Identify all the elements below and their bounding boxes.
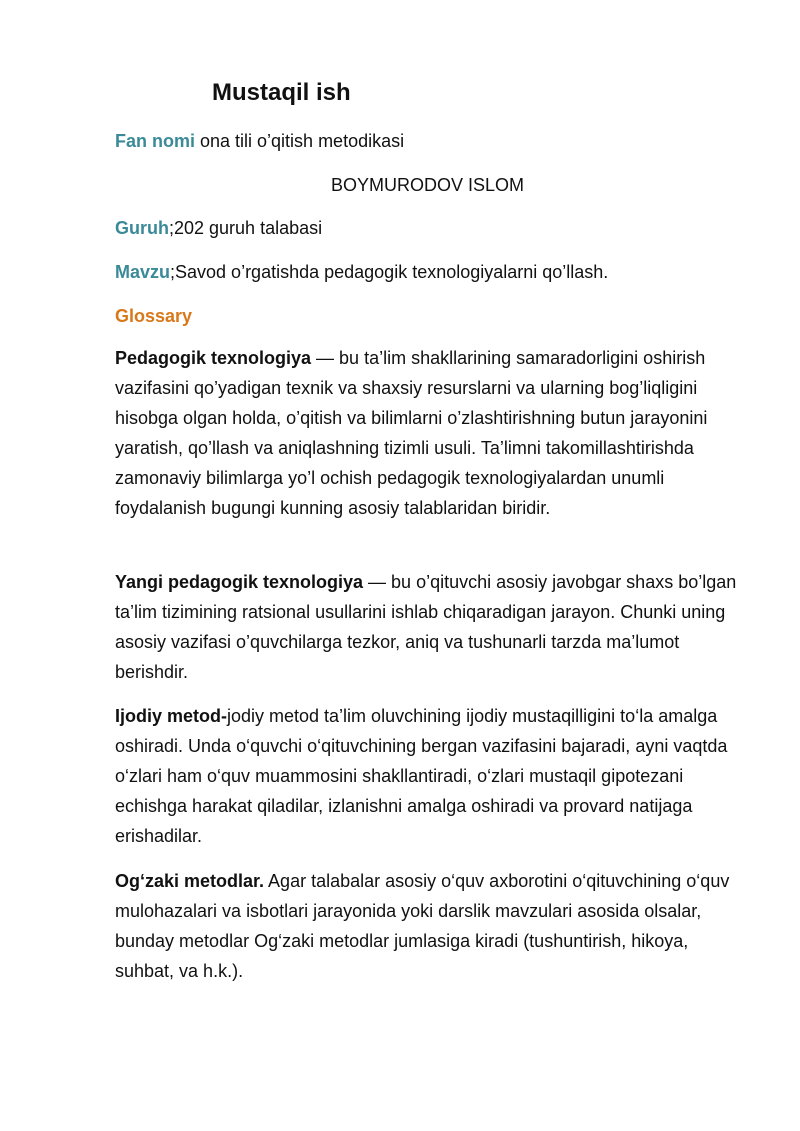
- topic-label: Mavzu: [115, 262, 171, 282]
- document-title: Mustaqil ish: [212, 79, 351, 106]
- subject-value: ona tili o’qitish metodikasi: [195, 131, 405, 151]
- glossary-heading: [115, 304, 192, 328]
- topic-line: [115, 260, 608, 284]
- glossary-entry-ogzaki-metodlar: [115, 866, 750, 986]
- glossary-entry-ijodiy-metod: [115, 701, 750, 851]
- author-name: [115, 173, 740, 197]
- glossary-definition: — bu o’qituvchi asosiy javobgar shaxs bo’lgan ta’lim tizimining ratsional usullarini ishlab chiqaradigan jarayon. Chunki uning asosiy vazifasi o’quvchilarga tezkor, aniq va tushunarli tarzda ma’lumot berishdir.: [115, 572, 737, 682]
- glossary-entry-yangi-pedagogik-texnologiya: [115, 567, 750, 687]
- topic-value: ;Savod o’rgatishda pedagogik texnologiyalarni qo’llash.: [170, 262, 609, 282]
- subject-label: Fan nomi: [115, 131, 195, 151]
- glossary-definition: Agar talabalar asosiy o‘quv axborotini o‘qituvchining o‘quv mulohazalari va isbotlari jarayonida yoki darslik mavzulari asosida olsalar, bunday metodlar Og‘zaki metodlar jumlasiga kiradi (tushuntirish, hikoya, suhbat, va h.k.).: [115, 871, 730, 981]
- glossary-entry-pedagogik-texnologiya: [115, 343, 750, 523]
- glossary-definition: — bu ta’lim shakllarining samaradorligini oshirish vazifasini qo’yadigan texnik va shaxsiy resurslarni va ularning bog’liqligini hisobga olgan holda, o’qitish va bilimlarni o’zlashtirishning butun jarayonini yaratish, qo’llash va aniqlashning tizimli usuli. Ta’limni takomillashtirishda zamonaviy bilimlarga yo’l ochish pedagogik texnologiyalardan unumli foydalanish bugungi kunning asosiy talablaridan biridir.: [115, 348, 708, 518]
- glossary-term: Ijodiy metod-: [115, 706, 227, 726]
- glossary-heading-text: Glossary: [115, 306, 193, 326]
- glossary-term: Pedagogik texnologiya: [115, 348, 312, 368]
- group-line: [115, 216, 322, 240]
- glossary-term: Og‘zaki metodlar.: [115, 871, 265, 891]
- author-text: BOYMURODOV ISLOM: [330, 175, 525, 195]
- subject-line: [115, 129, 404, 153]
- glossary-term: Yangi pedagogik texnologiya: [115, 572, 364, 592]
- glossary-definition: jodiy metod ta’lim oluvchining ijodiy mustaqilligini to‘la amalga oshiradi. Unda o‘quvchi o‘qituvchining bergan vazifasini bajaradi, ayni vaqtda o‘zlari ham o‘quv muammosini shakllantiradi, o‘zlari mustaqil gipotezani echishga harakat qiladilar, izlanishni amalga oshiradi va provard natijaga erishadilar.: [115, 706, 728, 846]
- group-value: ;202 guruh talabasi: [169, 218, 323, 238]
- group-label: Guruh: [115, 218, 169, 238]
